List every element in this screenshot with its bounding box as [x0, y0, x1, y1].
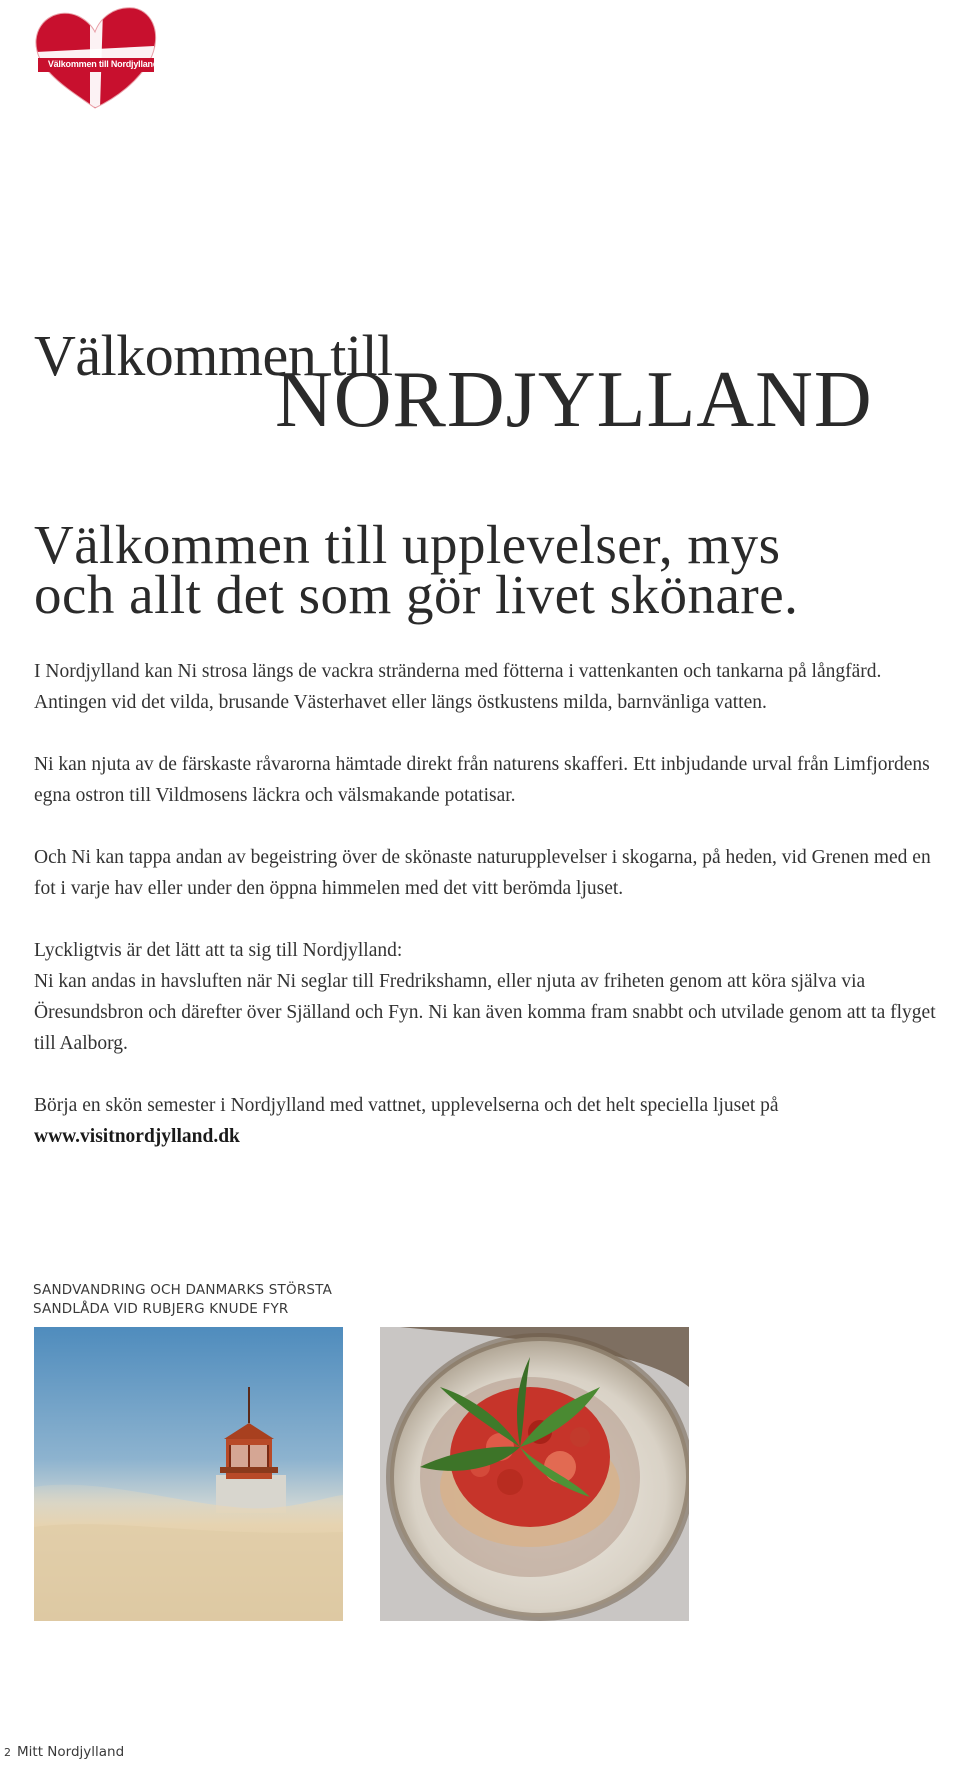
welcome-heart-logo	[30, 4, 160, 114]
paragraph: I Nordjylland kan Ni strosa längs de vackra stränderna med fötterna i vattenkanten och tankarna på långfärd. Antingen vid det vilda, brusande Västerhavet eller längs östkustens milda, barnvänliga vatten.	[34, 661, 882, 713]
photo-caption	[33, 1281, 433, 1319]
website-link[interactable]: www.visitnordjylland.dk	[34, 1126, 240, 1147]
oyster-photo	[380, 1327, 689, 1621]
paragraph: Ni kan njuta av de färskaste råvarorna hämtade direkt från naturens skafferi. Ett inbjudande urval från Limfjordens egna ostron till Vildmosens läckra och välsmakande potatisar.	[34, 754, 930, 806]
subtitle-line2: och allt det som gör livet skönare.	[34, 564, 799, 625]
page-footer	[4, 1744, 124, 1760]
subtitle-line1: Välkommen till upplevelser, mys	[34, 514, 781, 575]
page-title-line1: Välkommen till	[34, 323, 393, 388]
caption-line1: SANDVANDRING OCH DANMARKS STÖRSTA	[33, 1282, 333, 1298]
paragraph: Och Ni kan tappa andan av begeistring över de skönaste naturupplevelser i skogarna, på heden, vid Grenen med en fot i varje hav eller under den öppna himmelen med det vitt berömda ljuset.	[34, 847, 931, 899]
page-number: 2	[4, 1746, 11, 1759]
caption-line2: SANDLÅDA VID RUBJERG KNUDE FYR	[33, 1301, 289, 1317]
closing-paragraph	[34, 1090, 944, 1152]
travel-intro: Lyckligtvis är det lätt att ta sig till Nordjylland:	[34, 940, 403, 961]
lighthouse-photo	[34, 1327, 343, 1621]
travel-paragraph: Ni kan andas in havsluften när Ni seglar till Fredrikshamn, eller njuta av friheten genom att köra själva via Öresundsbron och därefter över Själland och Fyn. Ni kan även komma fram snabbt och utvilade genom att ta flyget till Aalborg.	[34, 971, 936, 1054]
closing-text: Börja en skön semester i Nordjylland med vattnet, upplevelserna och det helt speciella ljuset på	[34, 1095, 779, 1116]
footer-label: Mitt Nordjylland	[17, 1744, 125, 1760]
subtitle	[34, 514, 934, 625]
page-title-line2: NORDJYLLAND	[275, 356, 873, 444]
logo-text: Välkommen till Nordjylland	[47, 59, 159, 69]
body-text	[34, 656, 944, 1183]
